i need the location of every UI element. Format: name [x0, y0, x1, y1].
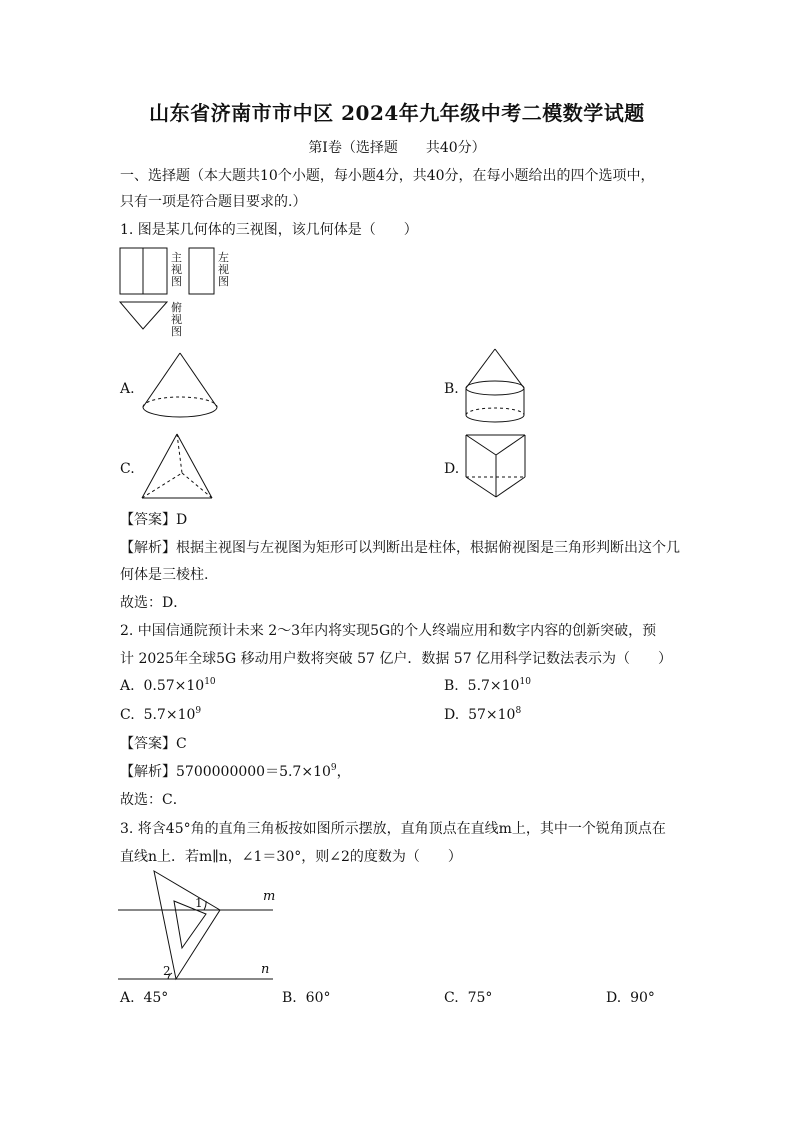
- q2-stem-line2: 计 2025年全球5G 移动用户数将突破 57 亿户．数据 57 亿用科学记数法表示为（ ）: [120, 651, 673, 667]
- top-view-triangle: [120, 302, 167, 329]
- q2-option-c-label: C.: [120, 707, 135, 723]
- q2-option-a-base: 0.57×10: [143, 678, 205, 694]
- section-subtitle: 第Ⅰ卷（选择题 共40分）: [308, 140, 486, 156]
- q3-option-c-label: C.: [444, 990, 459, 1006]
- q1-conclusion: 故选：D．: [120, 595, 188, 611]
- q2-analysis-suffix: ，: [336, 764, 351, 780]
- q3-stem-line1: 3. 将含45°角的直角三角板按如图所示摆放，直角顶点在直线m上，其中一个锐角顶点在: [120, 821, 666, 837]
- left-view-figure: [188, 247, 216, 297]
- q3-triangle-ruler-figure: [118, 870, 283, 985]
- q1-stem: 1. 图是某几何体的三视图，该几何体是（ ）: [120, 222, 418, 238]
- top-view-label: 俯视图: [171, 301, 182, 338]
- q2-option-b-base: 5.7×10: [467, 678, 520, 694]
- q1-analysis-line2: 何体是三棱柱.: [120, 567, 209, 583]
- q2-option-d-label: D.: [444, 707, 460, 723]
- q2-option-d: [444, 706, 521, 723]
- ruler-outer-triangle: [154, 871, 220, 979]
- q2-analysis-prefix: 【解析】5700000000＝5.7×10: [120, 764, 331, 780]
- q2-option-d-base: 57×10: [468, 707, 516, 723]
- q3-option-d: [606, 990, 655, 1006]
- q2-stem-line1: 2. 中国信通院预计未来 2～3年内将实现5G的个人终端应用和数字内容的创新突破，预: [120, 623, 657, 639]
- q2-analysis: [120, 761, 351, 781]
- q2-analysis-exp: 9: [330, 763, 337, 773]
- q3-angle-2-label: 2: [163, 964, 171, 978]
- q2-conclusion: 故选：C．: [120, 792, 187, 808]
- left-view-rect: [189, 248, 214, 294]
- q1-option-c-pyramid: [140, 432, 215, 502]
- q3-label-n: n: [261, 962, 270, 977]
- q3-label-m: m: [263, 889, 276, 904]
- q3-option-d-value: 90°: [630, 990, 655, 1006]
- q2-option-c-base: 5.7×10: [143, 707, 196, 723]
- q3-option-c: [444, 990, 492, 1006]
- q3-option-a: [120, 990, 168, 1006]
- section-heading-line1: 一、选择题（本大题共10个小题，每小题4分，共40分，在每小题给出的四个选项中，: [120, 168, 655, 184]
- q2-option-c: [120, 706, 201, 723]
- q1-option-c-label: C.: [120, 461, 135, 477]
- q2-option-d-exp: 8: [515, 706, 522, 716]
- q3-option-c-value: 75°: [467, 990, 493, 1006]
- angle-1-arc: [204, 901, 206, 910]
- q1-option-b-label: B.: [444, 381, 459, 397]
- q2-option-b-label: B.: [444, 678, 459, 694]
- q2-option-a-label: A.: [120, 678, 135, 694]
- q1-answer: 【答案】D: [120, 512, 188, 528]
- page-title: 山东省济南市市中区 2024年九年级中考二模数学试题: [149, 101, 645, 125]
- q3-stem-line2: 直线n上．若m∥n，∠1＝30°，则∠2的度数为（ ）: [120, 849, 462, 865]
- q3-angle-1-label: 1: [195, 896, 203, 910]
- section-heading-line2: 只有一项是符合题目要求的.）: [120, 194, 307, 210]
- q2-option-a-exp: 10: [204, 677, 216, 687]
- q2-option-b-exp: 10: [519, 677, 531, 687]
- q3-option-b-value: 60°: [305, 990, 331, 1006]
- q3-option-a-value: 45°: [143, 990, 169, 1006]
- q2-option-a: [120, 677, 216, 694]
- q1-option-b-cone-cylinder: [463, 348, 527, 430]
- q1-option-a-label: A.: [120, 381, 135, 397]
- q1-option-d-prism: [464, 433, 528, 501]
- q3-option-a-label: A.: [120, 990, 135, 1006]
- q2-option-b: [444, 677, 531, 694]
- q2-answer: 【答案】C: [120, 736, 187, 752]
- front-view-label: 主视图: [171, 251, 182, 288]
- q3-option-b-label: B.: [282, 990, 297, 1006]
- left-view-label: 左视图: [218, 251, 229, 288]
- q1-option-a-cone: [140, 352, 220, 427]
- q2-option-c-exp: 9: [195, 706, 202, 716]
- q3-option-d-label: D.: [606, 990, 622, 1006]
- q1-option-d-label: D.: [444, 461, 460, 477]
- q1-analysis-line1: 【解析】根据主视图与左视图为矩形可以判断出是柱体，根据俯视图是三角形判断出这个几: [120, 540, 680, 556]
- q3-option-b: [282, 990, 330, 1006]
